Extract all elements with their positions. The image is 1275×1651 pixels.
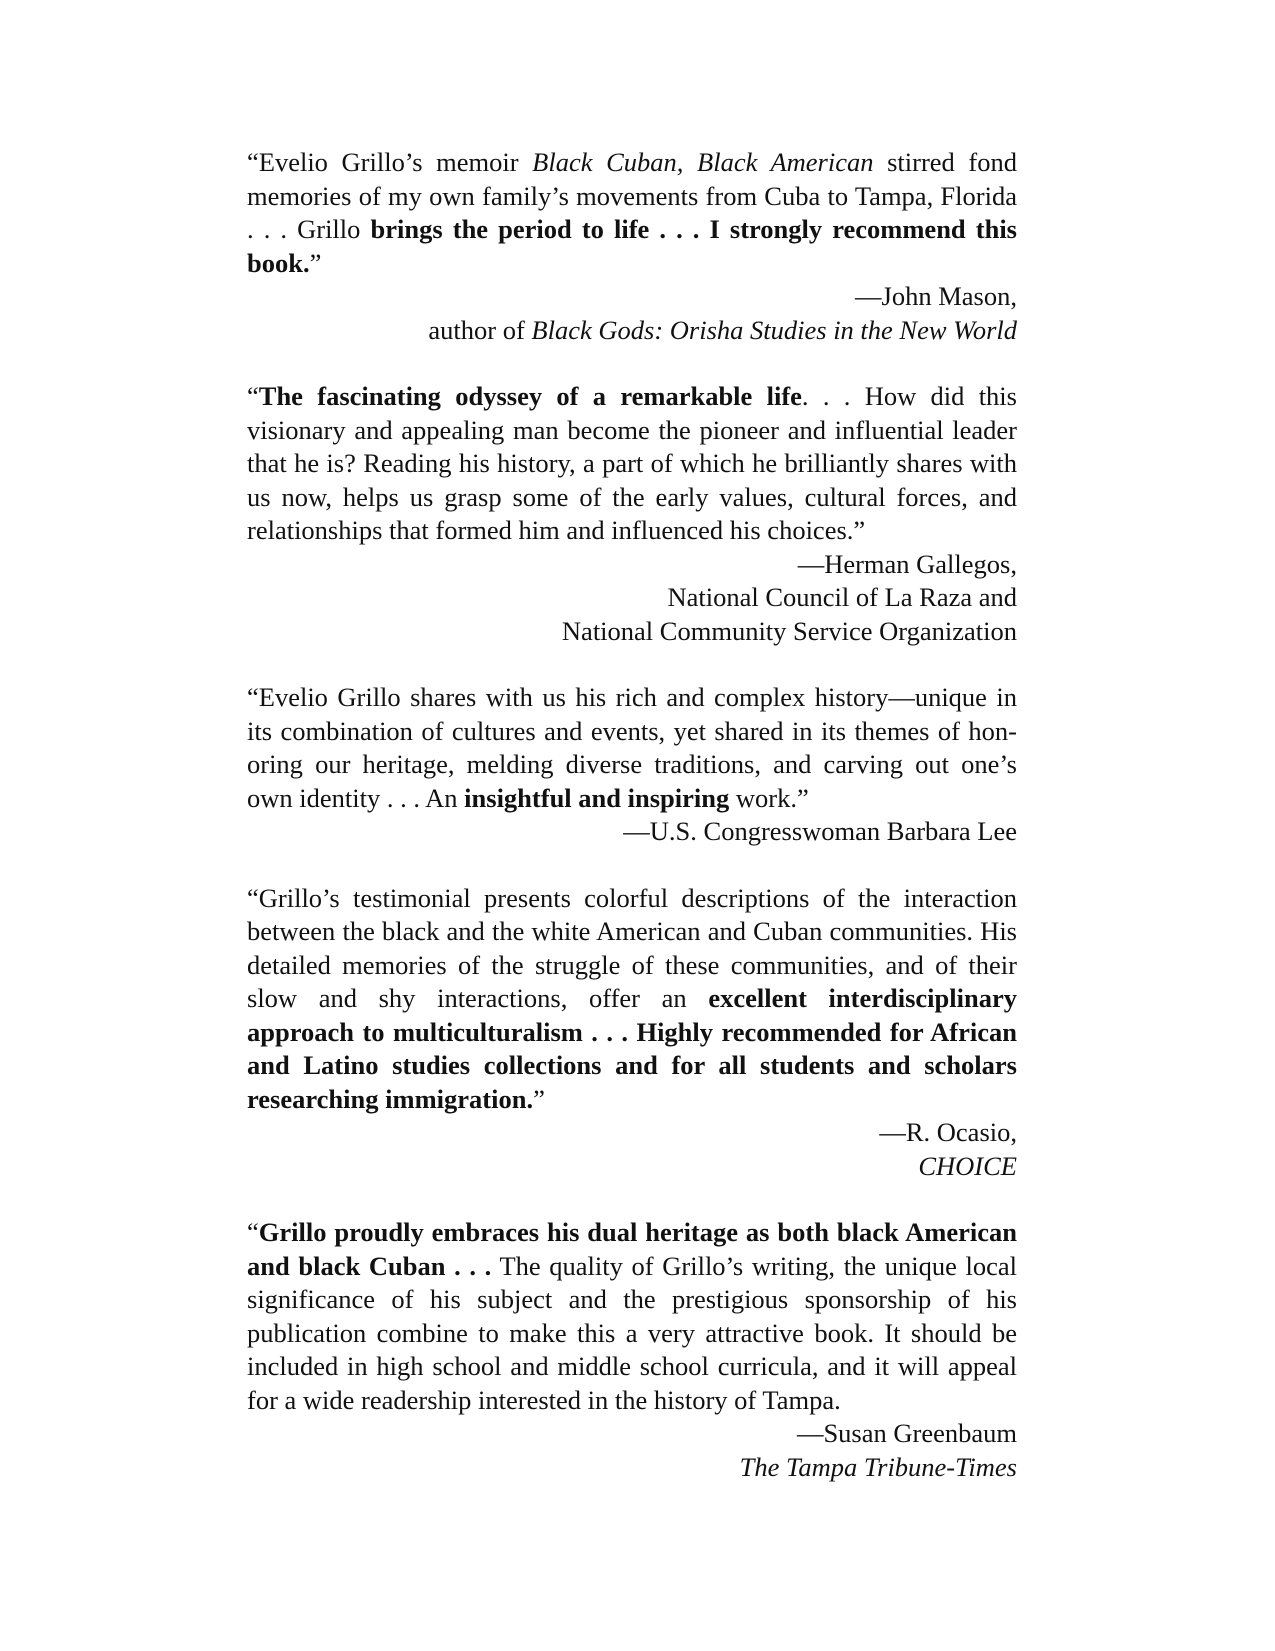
blurb-quote	[247, 380, 1017, 548]
text-run: “Evelio Grillo’s memoir	[247, 147, 533, 177]
blurb-attribution	[247, 1116, 1017, 1183]
italic-text: Black Gods: Orisha Studies in the New World	[531, 314, 1017, 345]
bold-text: The fascinating odyssey of a remarkable life	[258, 381, 802, 411]
attribution-line	[247, 1116, 1017, 1150]
text-run: “Grillo’s testimonial presents colorful descriptions of the interaction between the black and the white American and Cuban communities. His detailed memories of the struggle of these communities, and of their slow and shy interactions, offer an	[247, 882, 1017, 1013]
bold-text: Grillo proudly embraces his dual heritage as both black American and black Cuban . . .	[247, 1217, 1017, 1281]
text-run: ”	[309, 247, 322, 278]
text-run: author of	[428, 314, 532, 345]
text-run: —John Mason,	[855, 281, 1017, 311]
text-run: —Susan Greenbaum	[796, 1418, 1017, 1448]
text-run: ”	[533, 1083, 545, 1114]
italic-text: Black Cuban, Black American	[532, 147, 874, 177]
text-run: . . . How did this visionary and appealing man become the pioneer and influential leader that he is? Reading his history, a part of which he brilliantly shares with us now, helps us grasp some of the early values, cultural forces, and relationships that formed him and influenced his choices.”	[247, 381, 1017, 545]
attribution-line	[247, 314, 1017, 348]
text-run: National Community Service Organization	[561, 615, 1017, 646]
text-run: stirred fond memories of my own family’s movements from Cuba to Tampa, Florida . . . Grillo	[247, 147, 1017, 244]
blurb-3	[247, 681, 1017, 849]
attribution-line	[247, 280, 1017, 314]
blurb-attribution	[247, 548, 1017, 649]
italic-text: CHOICE	[918, 1150, 1017, 1181]
attribution-line	[247, 1417, 1017, 1451]
blurb-quote	[247, 882, 1017, 1117]
text-run: —U.S. Congresswoman Barbara Lee	[623, 816, 1017, 846]
blurb-quote	[247, 146, 1017, 280]
text-run: “Evelio Grillo shares with us his rich and complex history—unique in its combination of cultures and events, yet shared in its themes of honoring our heritage, melding diverse traditions, and carving out one’s own identity . . . An	[247, 682, 1017, 813]
bold-text: brings the period to life . . . I strongly recommend this book.	[247, 214, 1017, 278]
text-run: —R. Ocasio,	[879, 1117, 1017, 1147]
blurb-2	[247, 380, 1017, 648]
blurbs-page	[247, 146, 1017, 1517]
attribution-line	[247, 1150, 1017, 1184]
attribution-line	[247, 1451, 1017, 1485]
blurb-attribution	[247, 280, 1017, 347]
blurb-attribution	[247, 1417, 1017, 1484]
blurb-quote	[247, 681, 1017, 815]
blurb-1	[247, 146, 1017, 347]
attribution-line	[247, 815, 1017, 849]
blurb-4	[247, 882, 1017, 1184]
text-run: “	[247, 1217, 259, 1247]
attribution-line	[247, 548, 1017, 582]
attribution-line	[247, 615, 1017, 649]
italic-text: The Tampa Tribune-Times	[739, 1451, 1017, 1482]
text-run: National Council of La Raza and	[667, 582, 1017, 612]
text-run: “	[247, 381, 259, 411]
attribution-line	[247, 581, 1017, 615]
bold-text: excellent interdisciplinary approach to multiculturalism . . . Highly recommended for African and Latino studies collections and for all students and scholars researching immigration.	[247, 983, 1017, 1114]
text-run: work.”	[729, 782, 809, 813]
text-run: —Herman Gallegos,	[797, 548, 1017, 579]
bold-text: insightful and inspiring	[464, 782, 730, 813]
blurb-attribution	[247, 815, 1017, 849]
blurb-5	[247, 1216, 1017, 1484]
text-run: The quality of Grillo’s writing, the unique local significance of his subject and the prestigious sponsorship of his publication combine to make this a very attractive book. It should be included in high school and middle school curricula, and it will appeal for a wide readership interested in the history of Tampa.	[247, 1250, 1017, 1415]
blurb-quote	[247, 1216, 1017, 1417]
